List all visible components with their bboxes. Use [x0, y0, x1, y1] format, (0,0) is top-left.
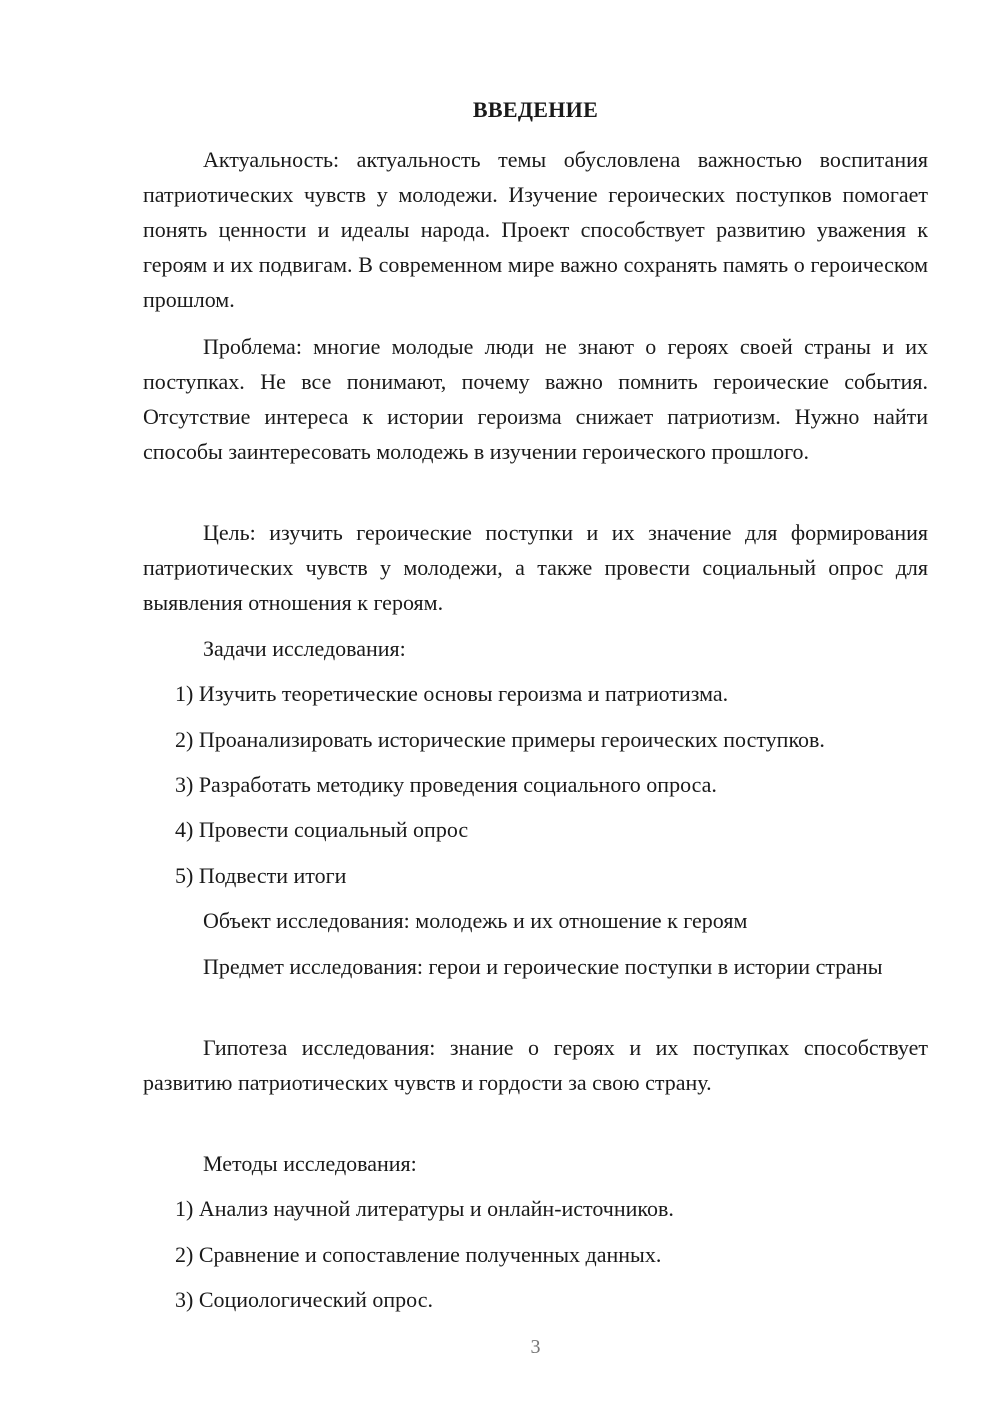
page-title: ВВЕДЕНИЕ [472, 97, 599, 122]
goal-paragraph: Цель: изучить героические поступки и их значение для формирования патриотических чувств у молодежи, а также провести социальный опрос для выявления отношения к героям. [143, 520, 928, 615]
relevance-paragraph: Актуальность: актуальность темы обусловлена важностью воспитания патриотических чувств у молодежи. Изучение героических поступков помогает понять ценности и идеалы народа. Проект способствует развитию уважения к героям и их подвигам. В современном мире важно сохранять память о героическом прошлом. [143, 147, 928, 312]
object-paragraph: Объект исследования: молодежь и их отношение к героям [203, 908, 748, 933]
method-item: 1) Анализ научной литературы и онлайн-источников. [175, 1196, 674, 1221]
tasks-label: Задачи исследования: [203, 636, 406, 661]
hypothesis-paragraph: Гипотеза исследования: знание о героях и их поступках способствует развитию патриотических чувств и гордости за свою страну. [143, 1035, 928, 1095]
task-item: 5) Подвести итоги [175, 863, 347, 888]
task-item: 1) Изучить теоретические основы героизма и патриотизма. [175, 681, 729, 706]
method-item: 3) Социологический опрос. [175, 1287, 433, 1312]
subject-paragraph: Предмет исследования: герои и героические поступки в истории страны [203, 954, 883, 979]
task-item: 3) Разработать методику проведения социального опроса. [175, 772, 717, 797]
problem-paragraph: Проблема: многие молодые люди не знают о героях своей страны и их поступках. Не все понимают, почему важно помнить героические события. Отсутствие интереса к истории героизма снижает патриотизм. Нужно найти способы заинтересовать молодежь в изучении героического прошлого. [143, 334, 928, 464]
method-item: 2) Сравнение и сопоставление полученных данных. [175, 1242, 662, 1267]
task-item: 4) Провести социальный опрос [175, 817, 469, 842]
task-item: 2) Проанализировать исторические примеры героических поступков. [175, 727, 825, 752]
methods-label: Методы исследования: [203, 1151, 417, 1176]
page-number: 3 [530, 1336, 541, 1358]
